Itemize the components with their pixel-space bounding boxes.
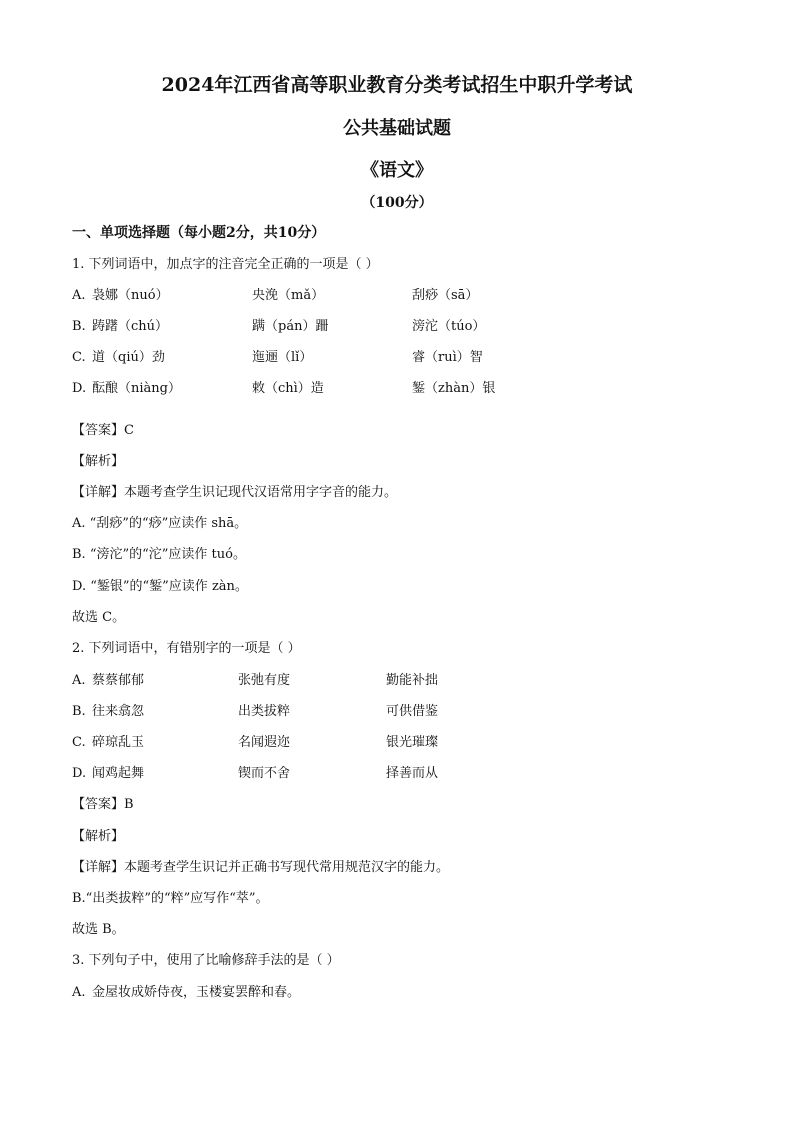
option-word-2: 央浼（mǎ） — [252, 288, 325, 303]
question-1-option-c — [72, 349, 732, 367]
question-2-option-c — [72, 734, 732, 752]
exam-subtitle: 公共基础试题 — [343, 118, 451, 139]
option-word-3: 錾（zhàn）银 — [412, 381, 496, 396]
question-2-stem: 2. 下列词语中，有错别字的一项是（ ） — [72, 641, 301, 656]
option-word-2: 敕（chì）造 — [252, 381, 324, 396]
option-word-2: 名闻遐迩 — [238, 735, 291, 750]
option-word-2: 张弛有度 — [238, 673, 291, 688]
question-1-analysis-label: 【解析】 — [72, 454, 125, 469]
option-word-2: 锲而不舍 — [238, 766, 291, 781]
option-word-3: 刮痧（sā） — [412, 288, 479, 303]
question-2-answer: 【答案】B — [72, 797, 134, 812]
option-word-1: 往来翕忽 — [92, 704, 145, 719]
option-word-3: 择善而从 — [386, 766, 439, 781]
question-1-explain-b: B. “滂沱”的“沱”应读作 tuó。 — [72, 547, 246, 562]
option-label: C. — [72, 735, 86, 750]
question-2-detail: 【详解】本题考查学生识记并正确书写现代常用规范汉字的能力。 — [72, 860, 450, 875]
option-label: A. — [72, 985, 86, 1000]
question-1-option-d — [72, 380, 732, 398]
option-word-2: 蹒（pán）跚 — [252, 319, 329, 334]
option-word-1: 袅娜（nuó） — [92, 288, 169, 303]
question-2-option-a — [72, 672, 732, 690]
option-label: A. — [72, 288, 86, 303]
question-2-conclusion: 故选 B。 — [72, 922, 125, 937]
option-word-3: 滂沱（túo） — [412, 319, 486, 334]
option-word-3: 勤能补拙 — [386, 673, 439, 688]
option-word-1: 酝酿（niàng） — [92, 381, 181, 396]
option-label: D. — [72, 381, 87, 396]
section-heading: 一、单项选择题（每小题2分，共10分） — [72, 225, 326, 241]
exam-total-score: （100分） — [361, 195, 433, 211]
exam-title: 2024年江西省高等职业教育分类考试招生中职升学考试 — [161, 74, 633, 96]
question-1-option-a — [72, 287, 732, 305]
option-text: 金屋妆成娇侍夜，玉楼宴罢醉和春。 — [92, 985, 301, 1000]
question-2-option-d — [72, 765, 732, 783]
option-word-3: 银光璀璨 — [386, 735, 439, 750]
option-word-1: 蔡蔡郁郁 — [92, 673, 145, 688]
exam-subject: 《语文》 — [361, 160, 433, 181]
option-label: B. — [72, 319, 86, 334]
option-word-2: 迤逦（lǐ） — [252, 350, 313, 365]
option-label: C. — [72, 350, 86, 365]
question-1-explain-a: A. “刮痧”的“痧”应读作 shā。 — [72, 516, 248, 531]
option-word-1: 闻鸡起舞 — [92, 766, 145, 781]
question-1-conclusion: 故选 C。 — [72, 610, 126, 625]
option-word-1: 碎琼乱玉 — [92, 735, 145, 750]
option-word-2: 出类拔粹 — [238, 704, 291, 719]
option-label: B. — [72, 704, 86, 719]
option-word-1: 踌躇（chú） — [92, 319, 169, 334]
option-label: A. — [72, 673, 86, 688]
option-label: D. — [72, 766, 87, 781]
question-2-explain-b: B.“出类拔粹”的“粹”应写作“萃”。 — [72, 891, 269, 906]
question-2-option-b — [72, 703, 732, 721]
question-1-stem: 1. 下列词语中，加点字的注音完全正确的一项是（ ） — [72, 257, 379, 272]
question-1-detail: 【详解】本题考查学生识记现代汉语常用字字音的能力。 — [72, 485, 398, 500]
option-word-1: 道（qiú）劲 — [92, 350, 165, 365]
question-1-option-b — [72, 318, 732, 336]
option-word-3: 睿（ruì）智 — [412, 350, 483, 365]
question-1-answer: 【答案】C — [72, 423, 134, 438]
question-3-stem: 3. 下列句子中，使用了比喻修辞手法的是（ ） — [72, 953, 340, 968]
question-1-explain-d: D. “錾银”的“錾”应读作 zàn。 — [72, 579, 248, 594]
question-2-analysis-label: 【解析】 — [72, 829, 125, 844]
question-3-option-a — [72, 984, 732, 1002]
option-word-3: 可供借鉴 — [386, 704, 439, 719]
